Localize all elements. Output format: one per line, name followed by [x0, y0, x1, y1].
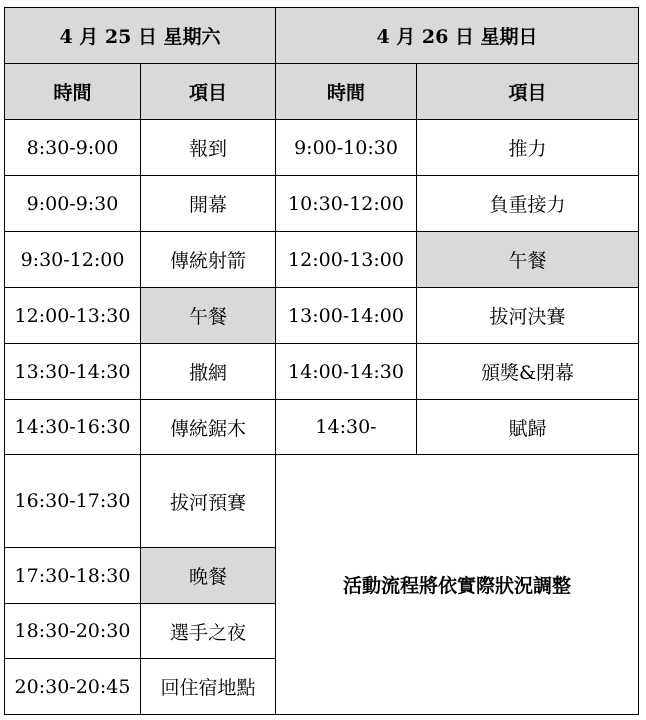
- day1-item: 傳統射箭: [141, 232, 276, 288]
- day2-time: 12:00-13:00: [276, 232, 417, 288]
- day1-item: 拔河預賽: [141, 455, 276, 548]
- day1-item: 回住宿地點: [141, 659, 276, 715]
- day2-time: 14:00-14:30: [276, 344, 417, 400]
- day1-item: 報到: [141, 120, 276, 176]
- day1-time: 8:30-9:00: [5, 120, 141, 176]
- day1-time: 13:30-14:30: [5, 344, 141, 400]
- day1-time: 9:00-9:30: [5, 176, 141, 232]
- day1-time: 16:30-17:30: [5, 455, 141, 548]
- day1-header: 4 月 25 日 星期六: [5, 8, 276, 64]
- day1-item-header: 項目: [141, 64, 276, 120]
- day1-item: 選手之夜: [141, 604, 276, 659]
- day2-time-header: 時間: [276, 64, 417, 120]
- day1-item: 傳統鋸木: [141, 400, 276, 455]
- schedule-table: [4, 7, 639, 715]
- day1-item: 晚餐: [141, 548, 276, 604]
- day2-time: 13:00-14:00: [276, 288, 417, 344]
- day2-item: 午餐: [417, 232, 639, 288]
- day2-header: 4 月 26 日 星期日: [276, 8, 639, 64]
- schedule-note: 活動流程將依實際狀況調整: [276, 455, 639, 715]
- day1-time: 9:30-12:00: [5, 232, 141, 288]
- day1-time: 20:30-20:45: [5, 659, 141, 715]
- day2-item: 賦歸: [417, 400, 639, 455]
- day2-item: 推力: [417, 120, 639, 176]
- day2-item: 頒獎&閉幕: [417, 344, 639, 400]
- day2-time: 9:00-10:30: [276, 120, 417, 176]
- day1-item: 開幕: [141, 176, 276, 232]
- day1-time: 18:30-20:30: [5, 604, 141, 659]
- day1-time: 17:30-18:30: [5, 548, 141, 604]
- day1-time: 14:30-16:30: [5, 400, 141, 455]
- day2-item: 負重接力: [417, 176, 639, 232]
- day2-item-header: 項目: [417, 64, 639, 120]
- day1-item: 撒網: [141, 344, 276, 400]
- day2-time: 14:30-: [276, 400, 417, 455]
- day1-item: 午餐: [141, 288, 276, 344]
- day1-time: 12:00-13:30: [5, 288, 141, 344]
- day2-time: 10:30-12:00: [276, 176, 417, 232]
- day2-item: 拔河決賽: [417, 288, 639, 344]
- day1-time-header: 時間: [5, 64, 141, 120]
